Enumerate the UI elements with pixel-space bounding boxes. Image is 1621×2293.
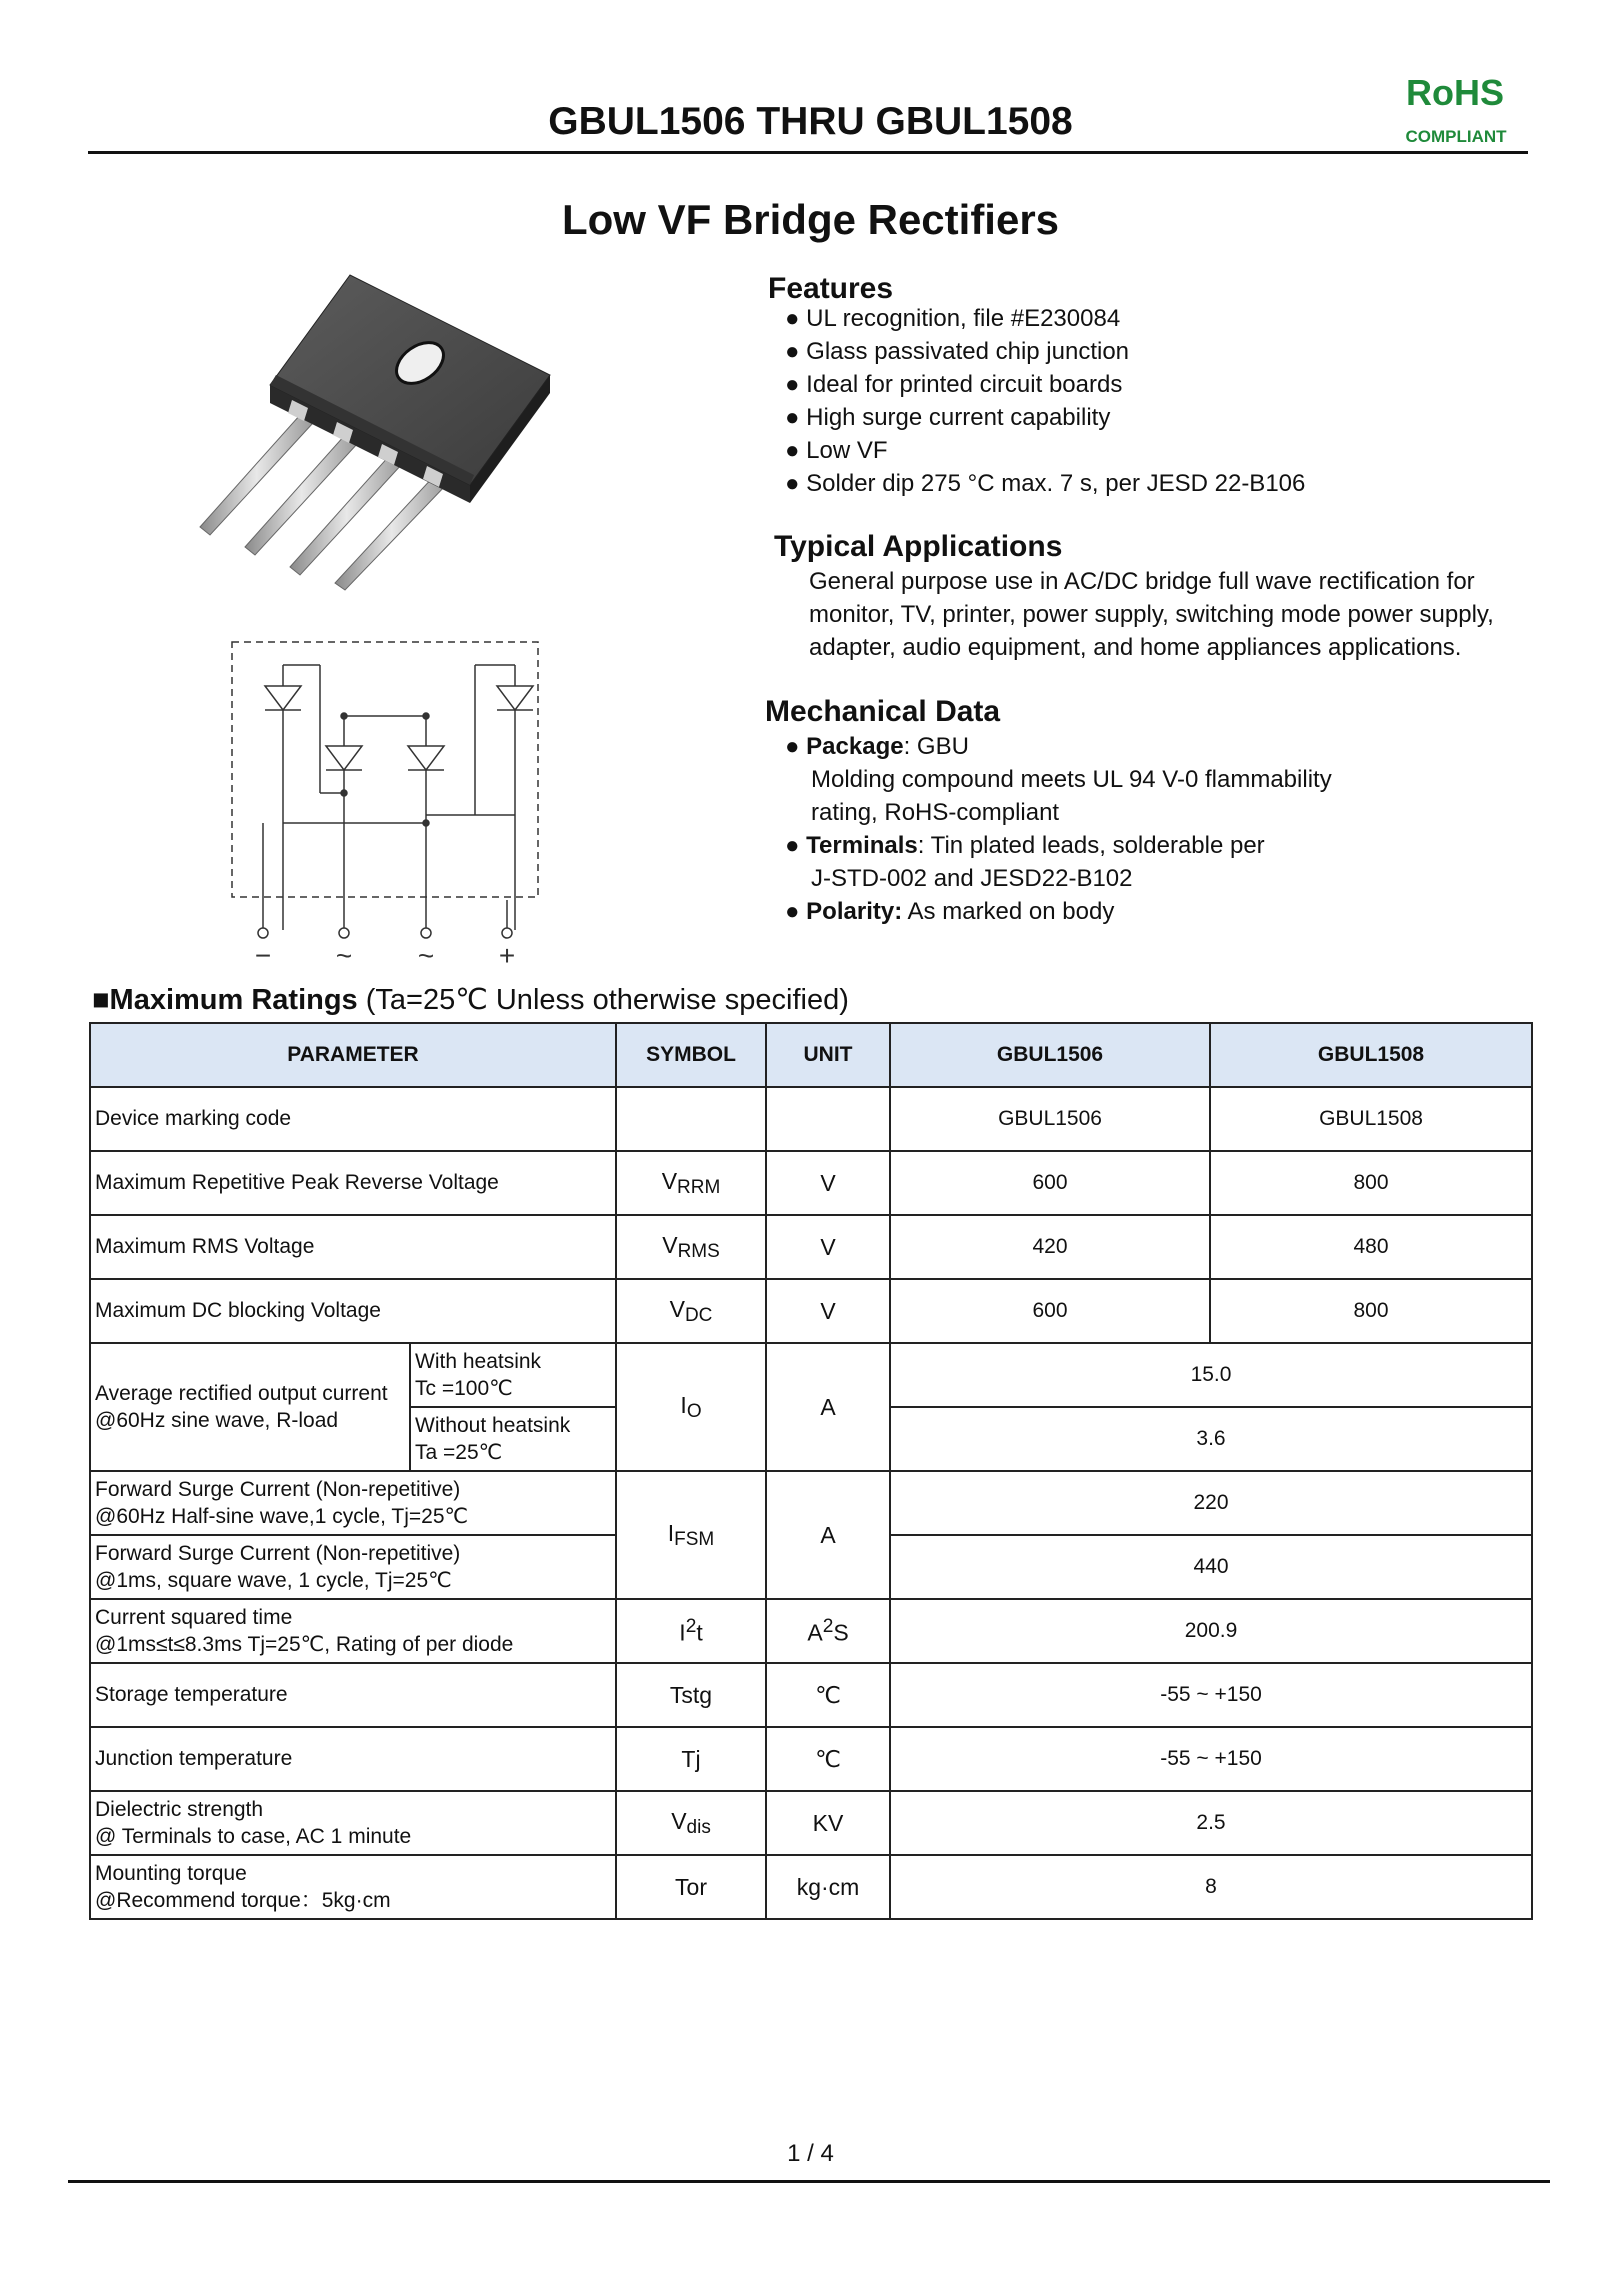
mechanical-list: ● Package: GBU Molding compound meets UL 94 V-0 flammability rating, RoHS-compliant ● Terminals: Tin plated leads, solderable per J-STD-002 and JESD22-B102 ● Polarity: As marked on body — [785, 730, 1332, 928]
document-title: GBUL1506 THRU GBUL1508 — [548, 100, 1073, 143]
table-row: Maximum RMS Voltage VRMS V 420 480 — [90, 1215, 1532, 1279]
table-row: Average rectified output current @60Hz sine wave, R-load With heatsink Tc =100℃ IO A 15.0 — [90, 1343, 1532, 1407]
applications-text: General purpose use in AC/DC bridge full wave rectification for monitor, TV, printer, power supply, switching mode power supply, adapter, audio equipment, and home appliances applications. — [809, 568, 1494, 661]
diode-icon — [265, 686, 301, 710]
list-item: ● Low VF — [785, 437, 888, 464]
list-item: ● Ideal for printed circuit boards — [785, 371, 1123, 398]
list-item: ● Solder dip 275 °C max. 7 s, per JESD 22-B106 — [785, 470, 1306, 497]
header-parameter: PARAMETER — [90, 1023, 616, 1087]
table-row: Without heatsink Ta =25℃ 3.6 — [90, 1407, 1532, 1471]
header-symbol: SYMBOL — [616, 1023, 766, 1087]
list-item: ● Terminals: Tin plated leads, solderable per — [785, 832, 1265, 859]
table-row: Forward Surge Current (Non-repetitive) @1ms, square wave, 1 cycle, Tj=25℃ 440 — [90, 1535, 1532, 1599]
bridge-schematic — [220, 630, 550, 975]
table-row: Dielectric strength @ Terminals to case, AC 1 minute Vdis KV 2.5 — [90, 1791, 1532, 1855]
list-item: ● Glass passivated chip junction — [785, 338, 1130, 365]
rohs-logo: RoHS — [1406, 72, 1504, 113]
ratings-table-title: ■Maximum Ratings (Ta=25℃ Unless otherwise specified) — [92, 984, 849, 1016]
table-row: Forward Surge Current (Non-repetitive) @60Hz Half-sine wave,1 cycle, Tj=25℃ IFSM A 220 — [90, 1471, 1532, 1535]
features-list — [785, 302, 1305, 500]
table-row: Maximum Repetitive Peak Reverse Voltage VRRM V 600 800 — [90, 1151, 1532, 1215]
header-unit: UNIT — [766, 1023, 890, 1087]
list-item: ● High surge current capability — [785, 404, 1111, 431]
table-row: Current squared time @1ms≤t≤8.3ms Tj=25℃, Rating of per diode $I^2t$ $A^2S$ 200.9 — [90, 1599, 1532, 1663]
list-item: ● Polarity: As marked on body — [785, 898, 1115, 925]
pin-label-positive: + — [498, 940, 516, 971]
header-gbul1506: GBUL1506 — [890, 1023, 1210, 1087]
list-item: ● UL recognition, file #E230084 — [785, 305, 1121, 332]
table-header-row — [90, 1023, 1532, 1087]
header-divider — [88, 151, 1528, 154]
diode-icon — [408, 746, 444, 770]
diode-icon — [497, 686, 533, 710]
footer-divider — [68, 2180, 1550, 2183]
table-row: Maximum DC blocking Voltage VDC V 600 800 — [90, 1279, 1532, 1343]
rohs-compliant-label: COMPLIANT — [1405, 127, 1507, 146]
pin-label-negative: − — [254, 940, 272, 971]
page-number: 1 / 4 — [787, 2140, 834, 2167]
features-heading: Features — [768, 272, 894, 305]
list-item: ● Package: GBU — [785, 733, 969, 760]
product-subtitle: Low VF Bridge Rectifiers — [561, 196, 1060, 243]
ratings-table — [89, 1022, 1533, 1920]
package-photo — [180, 255, 580, 595]
table-row: Device marking code GBUL1506 GBUL1508 — [90, 1087, 1532, 1151]
pin-label-ac: ~ — [335, 940, 353, 971]
pin-label-ac: ~ — [417, 940, 435, 971]
applications-heading: Typical Applications — [774, 530, 1063, 563]
diode-icon — [326, 746, 362, 770]
schematic-outline — [232, 642, 538, 897]
table-row: Storage temperature Tstg ℃ -55 ~ +150 — [90, 1663, 1532, 1727]
header-gbul1508: GBUL1508 — [1210, 1023, 1532, 1087]
table-row: Junction temperature Tj ℃ -55 ~ +150 — [90, 1727, 1532, 1791]
mechanical-heading: Mechanical Data — [765, 695, 1001, 728]
table-row: Mounting torque @Recommend torque：5kg·cm Tor kg·cm 8 — [90, 1855, 1532, 1919]
